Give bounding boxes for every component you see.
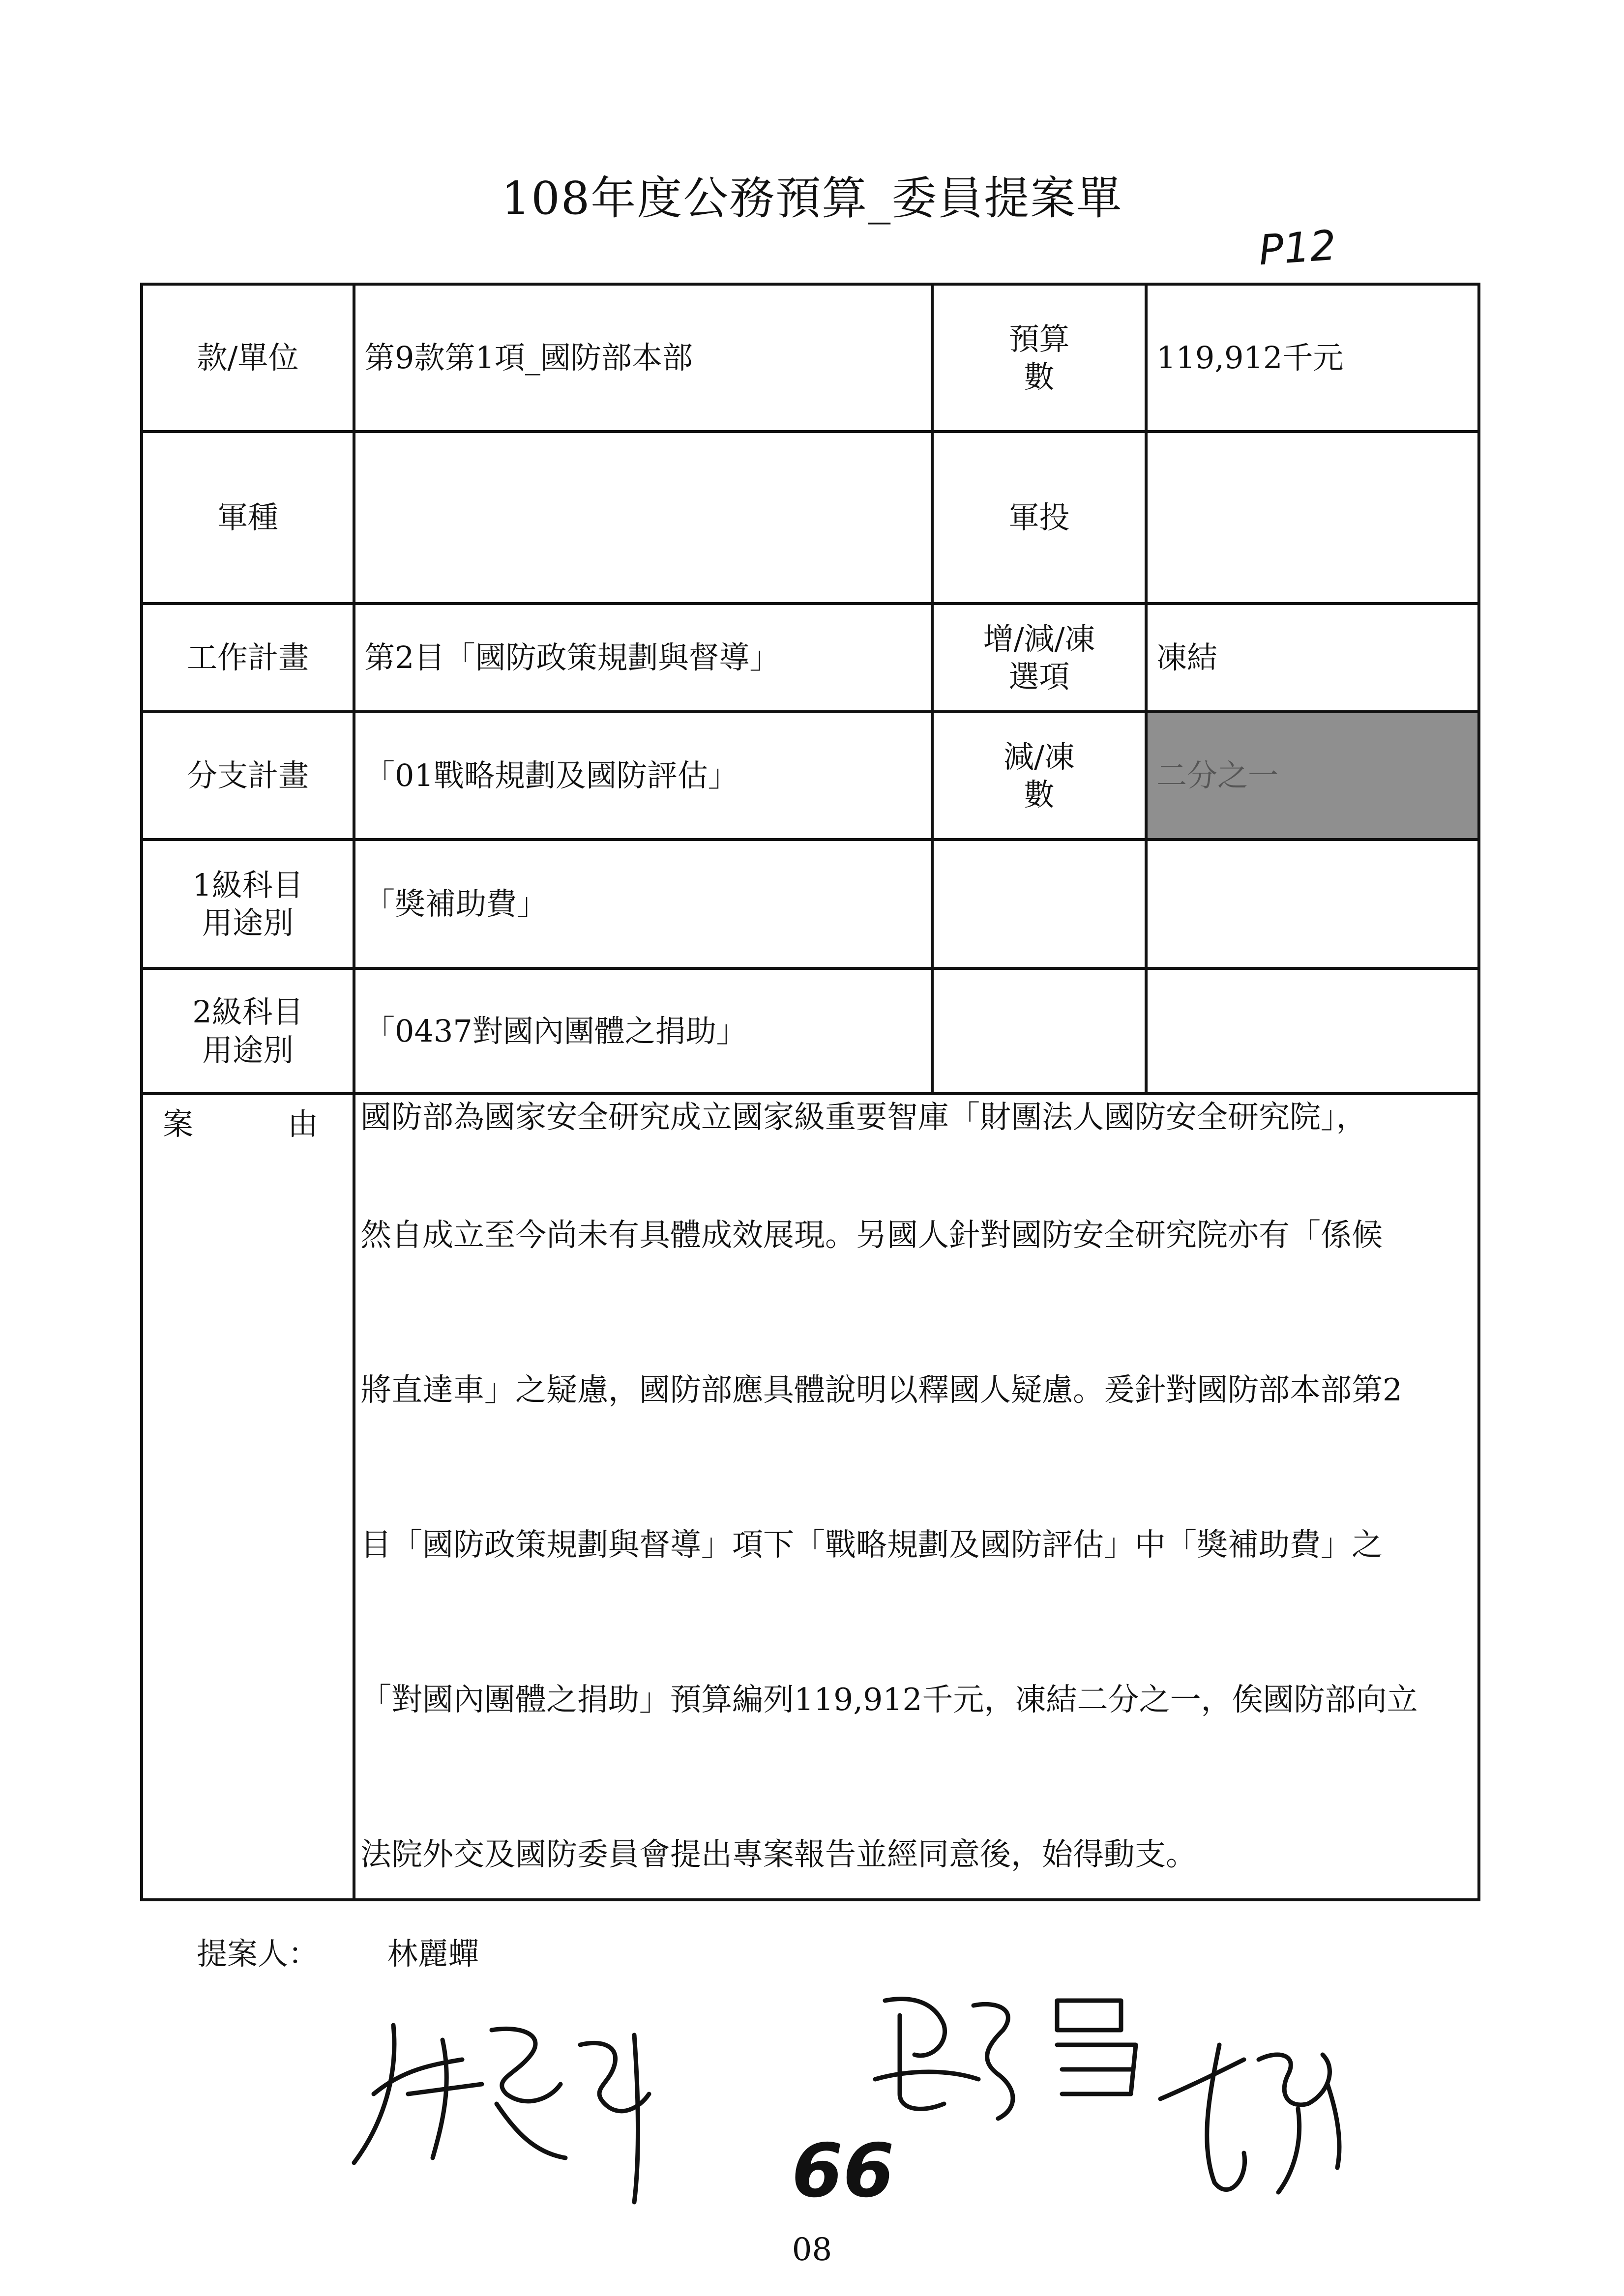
row-level2 bbox=[142, 968, 1479, 1094]
reason-line: 國防部為國家安全研究成立國家級重要智庫「財團法人國防安全研究院」， bbox=[360, 1099, 1367, 1135]
handwritten-page-number: 66 bbox=[792, 2128, 894, 2214]
handwritten-page-mark: P12 bbox=[1257, 221, 1338, 275]
row-level1 bbox=[142, 840, 1479, 968]
row-unit bbox=[142, 284, 1479, 432]
row-branch bbox=[142, 432, 1479, 604]
proposal-form-table bbox=[140, 283, 1480, 1901]
row-subplan bbox=[142, 712, 1479, 840]
reason-line: 然自成立至今尚未有具體成效展現。另國人針對國防安全研究院亦有「係候 bbox=[360, 1217, 1383, 1253]
label-level2: 2級科目 用途別 bbox=[142, 968, 354, 1094]
label-reason bbox=[142, 1094, 354, 1900]
value-unit: 第9款第1項_國防部本部 bbox=[354, 284, 932, 432]
reason-label-a: 案 bbox=[163, 1106, 194, 1142]
reason-text bbox=[355, 1095, 1477, 1877]
label-reduce-freeze-amount: 減/凍 數 bbox=[932, 712, 1146, 840]
label-level1: 1級科目 用途別 bbox=[142, 840, 354, 968]
signature-1 bbox=[354, 2025, 649, 2202]
value-option: 凍結 bbox=[1146, 604, 1479, 712]
label-work-plan: 工作計畫 bbox=[142, 604, 354, 712]
reason-line: 法院外交及國防委員會提出專案報告並經同意後，始得動支。 bbox=[360, 1836, 1197, 1872]
reason-line: 目「國防政策規劃與督導」項下「戰略規劃及國防評估」中「獎補助費」之 bbox=[360, 1527, 1383, 1563]
signature-3 bbox=[1160, 2045, 1339, 2192]
value-level1: 「獎補助費」 bbox=[354, 840, 932, 968]
label-subplan: 分支計畫 bbox=[142, 712, 354, 840]
value-subplan: 「01戰略規劃及國防評估」 bbox=[354, 712, 932, 840]
empty-cell bbox=[932, 968, 1146, 1094]
row-reason bbox=[142, 1094, 1479, 1900]
value-branch bbox=[354, 432, 932, 604]
reason-line: 「對國內團體之捐助」預算編列119,912千元，凍結二分之一，俟國防部向立 bbox=[360, 1682, 1418, 1717]
signature-2 bbox=[875, 1999, 1136, 2119]
row-plan bbox=[142, 604, 1479, 712]
form-title: 108年度公務預算_委員提案單 bbox=[501, 172, 1123, 225]
reason-body bbox=[354, 1094, 1479, 1900]
value-work-plan: 第2目「國防政策規劃與督導」 bbox=[354, 604, 932, 712]
empty-cell bbox=[932, 840, 1146, 968]
reason-line: 將直達車」之疑慮，國防部應具體說明以釋國人疑慮。爰針對國防部本部第2 bbox=[360, 1372, 1403, 1408]
empty-cell bbox=[1146, 840, 1479, 968]
value-budget: 119,912千元 bbox=[1146, 284, 1479, 432]
reason-label-b: 由 bbox=[287, 1106, 318, 1142]
value-level2: 「0437對國內團體之捐助」 bbox=[354, 968, 932, 1094]
label-branch: 軍種 bbox=[142, 432, 354, 604]
page-number: 08 bbox=[792, 2232, 832, 2268]
empty-cell bbox=[1146, 968, 1479, 1094]
label-budget: 預算 數 bbox=[932, 284, 1146, 432]
proposer-name: 林麗蟬 bbox=[387, 1936, 479, 1972]
label-unit: 款/單位 bbox=[142, 284, 354, 432]
proposer-label: 提案人： bbox=[197, 1936, 319, 1972]
label-military-investment: 軍投 bbox=[932, 432, 1146, 604]
value-military-investment bbox=[1146, 432, 1479, 604]
value-reduce-freeze-amount: 二分之一 bbox=[1146, 712, 1479, 840]
label-option: 增/減/凍 選項 bbox=[932, 604, 1146, 712]
